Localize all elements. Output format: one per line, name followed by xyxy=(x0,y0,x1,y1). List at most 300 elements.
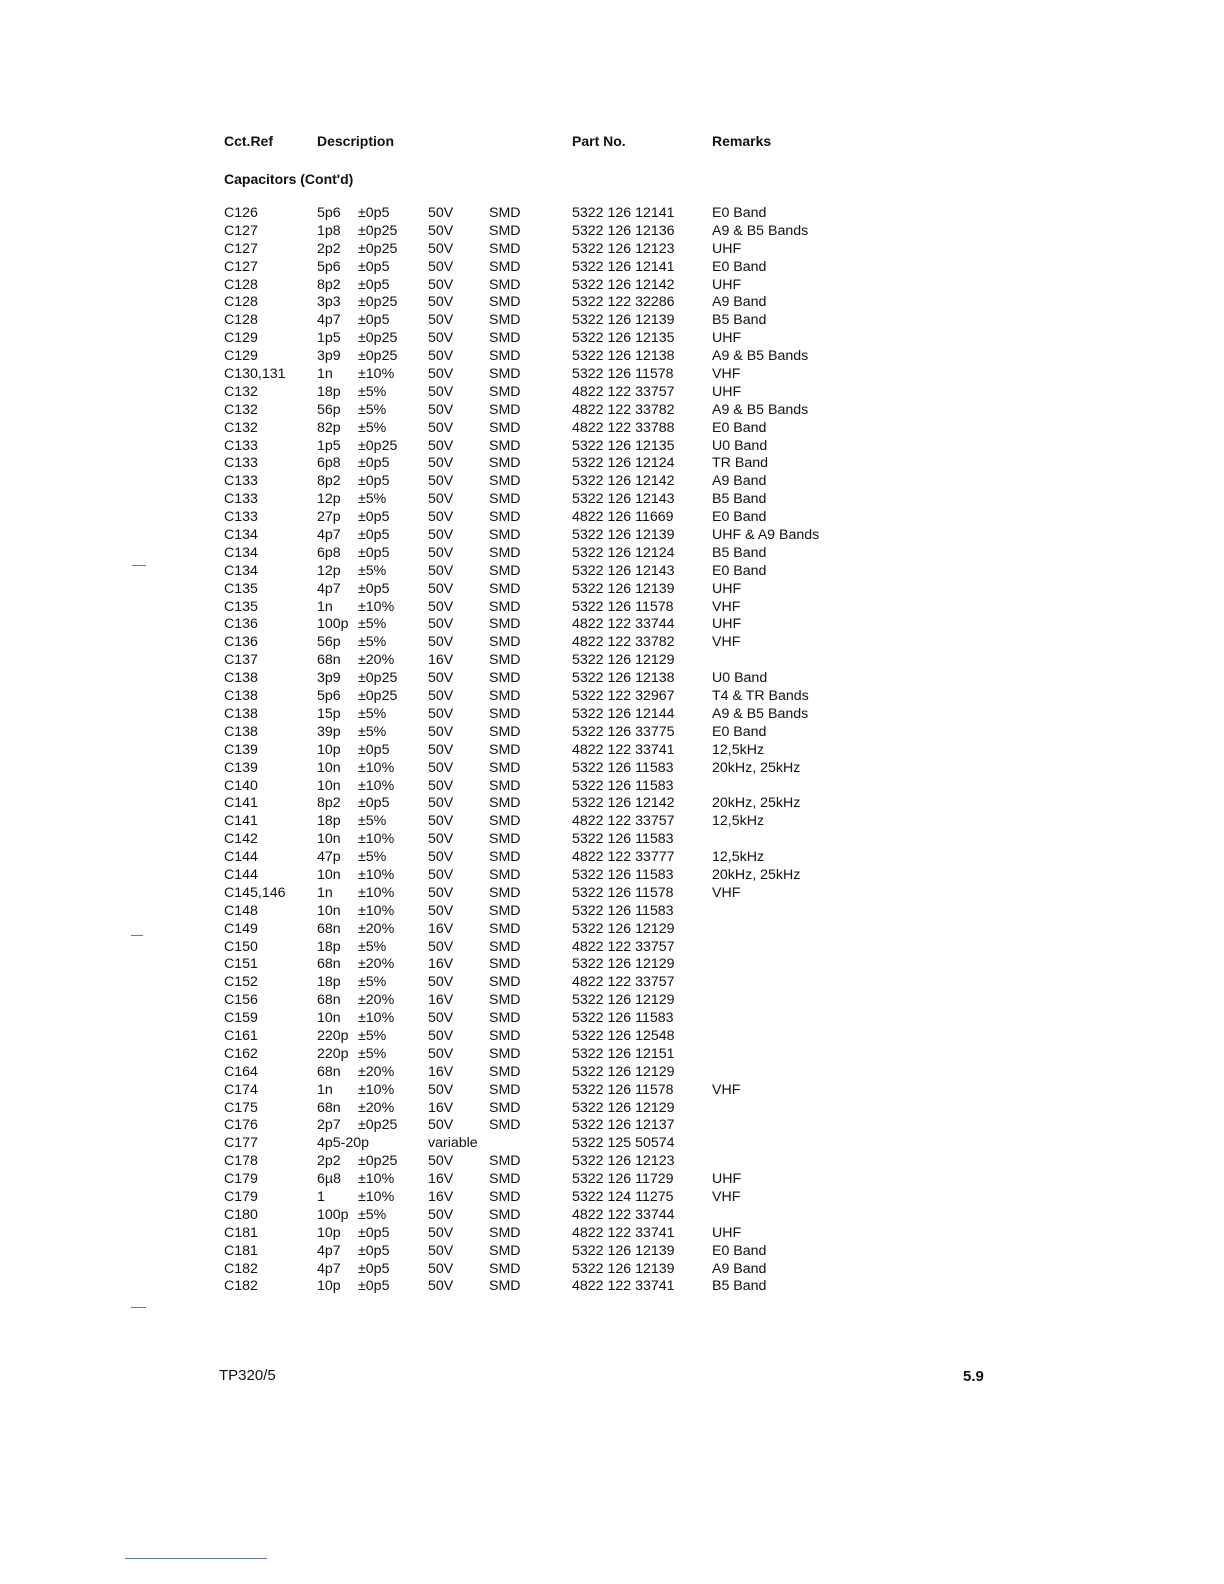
cell-voltage: 50V xyxy=(428,688,454,705)
cell-voltage: 50V xyxy=(428,312,454,329)
table-row xyxy=(0,616,1224,634)
cell-package: SMD xyxy=(489,1278,521,1295)
cell-voltage: 50V xyxy=(428,813,454,830)
cell-package: SMD xyxy=(489,455,521,472)
table-row xyxy=(0,1046,1224,1064)
table-row xyxy=(0,330,1224,348)
cell-voltage: 50V xyxy=(428,884,454,901)
table-row xyxy=(0,366,1224,384)
cell-voltage: 50V xyxy=(428,473,454,490)
cell-part-number: 5322 126 12548 xyxy=(572,1027,675,1044)
cell-part-number: 5322 126 12137 xyxy=(572,1117,675,1134)
cell-value: 18p xyxy=(317,974,341,991)
cell-package: SMD xyxy=(489,312,521,329)
cell-part-number: 5322 126 33775 xyxy=(572,723,675,740)
cell-value: 5p6 xyxy=(317,688,341,705)
cell-remarks: UHF xyxy=(712,1171,742,1188)
cell-voltage: 16V xyxy=(428,956,454,973)
table-row xyxy=(0,1135,1224,1153)
cell-tolerance: ±0p5 xyxy=(358,509,390,526)
table-row xyxy=(0,688,1224,706)
table-row xyxy=(0,509,1224,527)
table-row xyxy=(0,348,1224,366)
cell-package: SMD xyxy=(489,366,521,383)
cell-cct-ref: C156 xyxy=(224,992,258,1009)
table-row xyxy=(0,491,1224,509)
cell-package: SMD xyxy=(489,258,521,275)
cell-remarks: 20kHz, 25kHz xyxy=(712,866,801,883)
cell-voltage: 50V xyxy=(428,1027,454,1044)
table-row xyxy=(0,527,1224,545)
cell-cct-ref: C132 xyxy=(224,419,258,436)
cell-tolerance: ±10% xyxy=(358,598,395,615)
table-row xyxy=(0,259,1224,277)
cell-voltage: 16V xyxy=(428,652,454,669)
cell-part-number: 5322 126 11583 xyxy=(572,902,674,919)
cell-voltage: 50V xyxy=(428,330,454,347)
cell-value: 4p7 xyxy=(317,527,341,544)
cell-cct-ref: C152 xyxy=(224,974,258,991)
cell-value: 18p xyxy=(317,938,341,955)
cell-tolerance: ±20% xyxy=(358,1099,395,1116)
table-row xyxy=(0,742,1224,760)
cell-remarks: 20kHz, 25kHz xyxy=(712,759,801,776)
cell-value: 10n xyxy=(317,1010,341,1027)
cell-package: SMD xyxy=(489,741,521,758)
cell-value: 1p8 xyxy=(317,222,341,239)
cell-part-number: 5322 126 11578 xyxy=(572,1081,674,1098)
cell-tolerance: ±0p25 xyxy=(358,240,398,257)
cell-cct-ref: C148 xyxy=(224,902,258,919)
cell-package: SMD xyxy=(489,1063,521,1080)
cell-cct-ref: C138 xyxy=(224,688,258,705)
table-row xyxy=(0,724,1224,742)
cell-voltage: 16V xyxy=(428,920,454,937)
table-row xyxy=(0,1189,1224,1207)
cell-package: SMD xyxy=(489,670,521,687)
cell-value: 18p xyxy=(317,383,341,400)
cell-package: SMD xyxy=(489,813,521,830)
cell-voltage: 50V xyxy=(428,1278,454,1295)
cell-value: 68n xyxy=(317,652,341,669)
cell-package: SMD xyxy=(489,777,521,794)
cell-tolerance: ±5% xyxy=(358,383,387,400)
cell-value: 10p xyxy=(317,1224,341,1241)
cell-part-number: 5322 126 12124 xyxy=(572,544,675,561)
cell-cct-ref: C179 xyxy=(224,1171,258,1188)
cell-tolerance: ±5% xyxy=(358,813,387,830)
table-row xyxy=(0,563,1224,581)
cell-cct-ref: C137 xyxy=(224,652,258,669)
cell-remarks: UHF & A9 Bands xyxy=(712,527,820,544)
cell-voltage: 50V xyxy=(428,401,454,418)
header-part-no: Part No. xyxy=(572,133,626,149)
table-row xyxy=(0,1171,1224,1189)
cell-voltage: variable xyxy=(428,1135,478,1152)
cell-package: SMD xyxy=(489,849,521,866)
cell-voltage: 50V xyxy=(428,544,454,561)
table-row xyxy=(0,939,1224,957)
cell-cct-ref: C182 xyxy=(224,1260,258,1277)
cell-tolerance: ±20% xyxy=(358,920,395,937)
cell-part-number: 5322 126 12139 xyxy=(572,1242,675,1259)
cell-value: 56p xyxy=(317,401,341,418)
cell-cct-ref: C135 xyxy=(224,598,258,615)
cell-tolerance: ±0p25 xyxy=(358,670,398,687)
cell-remarks: 12,5kHz xyxy=(712,741,765,758)
table-row xyxy=(0,956,1224,974)
section-title: Capacitors (Cont'd) xyxy=(224,171,354,187)
cell-part-number: 5322 126 12123 xyxy=(572,1153,675,1170)
cell-part-number: 5322 126 12129 xyxy=(572,652,675,669)
cell-voltage: 50V xyxy=(428,759,454,776)
cell-voltage: 50V xyxy=(428,1117,454,1134)
cell-package: SMD xyxy=(489,884,521,901)
cell-part-number: 4822 122 33744 xyxy=(572,616,675,633)
cell-package: SMD xyxy=(489,759,521,776)
cell-tolerance: ±5% xyxy=(358,562,387,579)
cell-part-number: 5322 126 12135 xyxy=(572,330,675,347)
cell-package: SMD xyxy=(489,1260,521,1277)
cell-value: 56p xyxy=(317,634,341,651)
cell-tolerance: ±0p5 xyxy=(358,1278,390,1295)
table-row xyxy=(0,831,1224,849)
table-row xyxy=(0,760,1224,778)
cell-tolerance: ±5% xyxy=(358,938,387,955)
cell-remarks: VHF xyxy=(712,884,741,901)
table-row xyxy=(0,277,1224,295)
cell-part-number: 5322 126 11729 xyxy=(572,1171,674,1188)
cell-remarks: B5 Band xyxy=(712,544,767,561)
cell-cct-ref: C151 xyxy=(224,956,258,973)
cell-remarks: A9 Band xyxy=(712,1260,767,1277)
cell-voltage: 50V xyxy=(428,205,454,221)
cell-voltage: 50V xyxy=(428,383,454,400)
table-row xyxy=(0,223,1224,241)
cell-tolerance: ±5% xyxy=(358,1027,387,1044)
table-row xyxy=(0,795,1224,813)
cell-voltage: 50V xyxy=(428,562,454,579)
cell-value: 10n xyxy=(317,866,341,883)
cell-value: 10n xyxy=(317,902,341,919)
cell-voltage: 50V xyxy=(428,866,454,883)
cell-package: SMD xyxy=(489,616,521,633)
cell-tolerance: ±0p25 xyxy=(358,437,398,454)
cell-cct-ref: C133 xyxy=(224,491,258,508)
table-row xyxy=(0,849,1224,867)
cell-part-number: 5322 126 12138 xyxy=(572,670,675,687)
table-row xyxy=(0,670,1224,688)
cell-voltage: 50V xyxy=(428,974,454,991)
cell-package: SMD xyxy=(489,1081,521,1098)
cell-cct-ref: C164 xyxy=(224,1063,258,1080)
margin-mark xyxy=(131,935,143,936)
cell-part-number: 5322 126 12129 xyxy=(572,1099,675,1116)
cell-remarks: A9 & B5 Bands xyxy=(712,348,809,365)
cell-part-number: 5322 126 12129 xyxy=(572,1063,675,1080)
cell-part-number: 5322 125 50574 xyxy=(572,1135,675,1152)
cell-cct-ref: C133 xyxy=(224,473,258,490)
cell-part-number: 4822 122 33782 xyxy=(572,401,675,418)
cell-package: SMD xyxy=(489,527,521,544)
cell-tolerance: ±0p25 xyxy=(358,688,398,705)
cell-package: SMD xyxy=(489,831,521,848)
cell-value: 2p2 xyxy=(317,1153,341,1170)
cell-cct-ref: C144 xyxy=(224,849,258,866)
cell-value: 4p7 xyxy=(317,312,341,329)
cell-package: SMD xyxy=(489,1188,521,1205)
cell-cct-ref: C132 xyxy=(224,401,258,418)
cell-voltage: 50V xyxy=(428,1260,454,1277)
cell-package: SMD xyxy=(489,562,521,579)
cell-value: 47p xyxy=(317,849,341,866)
cell-part-number: 5322 126 12151 xyxy=(572,1045,675,1062)
cell-value: 4p7 xyxy=(317,580,341,597)
cell-tolerance: ±0p5 xyxy=(358,312,390,329)
cell-part-number: 5322 126 12139 xyxy=(572,527,675,544)
cell-tolerance: ±0p25 xyxy=(358,222,398,239)
cell-cct-ref: C138 xyxy=(224,670,258,687)
cell-part-number: 5322 126 12141 xyxy=(572,205,675,221)
cell-remarks: E0 Band xyxy=(712,205,767,221)
cell-remarks: 12,5kHz xyxy=(712,813,765,830)
cell-cct-ref: C126 xyxy=(224,205,258,221)
cell-remarks: VHF xyxy=(712,366,741,383)
cell-package: SMD xyxy=(489,1117,521,1134)
cell-value: 12p xyxy=(317,562,341,579)
cell-cct-ref: C140 xyxy=(224,777,258,794)
cell-voltage: 50V xyxy=(428,1206,454,1223)
cell-voltage: 50V xyxy=(428,419,454,436)
cell-cct-ref: C177 xyxy=(224,1135,258,1152)
cell-voltage: 16V xyxy=(428,1099,454,1116)
cell-value: 27p xyxy=(317,509,341,526)
cell-tolerance: ±10% xyxy=(358,1010,395,1027)
cell-voltage: 50V xyxy=(428,670,454,687)
cell-cct-ref: C139 xyxy=(224,759,258,776)
cell-part-number: 5322 126 11583 xyxy=(572,866,674,883)
cell-tolerance: ±10% xyxy=(358,831,395,848)
cell-tolerance: ±20% xyxy=(358,652,395,669)
cell-value: 68n xyxy=(317,1063,341,1080)
table-row xyxy=(0,384,1224,402)
cell-tolerance: ±10% xyxy=(358,866,395,883)
header-remarks: Remarks xyxy=(712,133,772,149)
cell-tolerance: ±20% xyxy=(358,956,395,973)
cell-cct-ref: C181 xyxy=(224,1224,258,1241)
cell-voltage: 50V xyxy=(428,741,454,758)
cell-tolerance: ±5% xyxy=(358,616,387,633)
cell-value: 82p xyxy=(317,419,341,436)
cell-remarks: A9 Band xyxy=(712,294,767,311)
cell-cct-ref: C141 xyxy=(224,813,258,830)
cell-cct-ref: C150 xyxy=(224,938,258,955)
table-row xyxy=(0,1117,1224,1135)
footer-doc-code: TP320/5 xyxy=(219,1367,276,1384)
cell-cct-ref: C182 xyxy=(224,1278,258,1295)
cell-part-number: 4822 126 11669 xyxy=(572,509,674,526)
cell-cct-ref: C141 xyxy=(224,795,258,812)
cell-tolerance: ±5% xyxy=(358,974,387,991)
header-description: Description xyxy=(317,133,395,149)
cell-cct-ref: C142 xyxy=(224,831,258,848)
cell-voltage: 50V xyxy=(428,723,454,740)
table-row xyxy=(0,1278,1224,1296)
cell-value: 5p6 xyxy=(317,258,341,275)
cell-tolerance: ±10% xyxy=(358,777,395,794)
table-row xyxy=(0,1153,1224,1171)
cell-voltage: 50V xyxy=(428,509,454,526)
cell-tolerance: ±0p5 xyxy=(358,544,390,561)
cell-tolerance: ±10% xyxy=(358,759,395,776)
cell-value: 1 xyxy=(317,1188,325,1205)
cell-voltage: 50V xyxy=(428,1045,454,1062)
cell-tolerance: ±0p5 xyxy=(358,258,390,275)
cell-package: SMD xyxy=(489,473,521,490)
cell-value: 3p9 xyxy=(317,670,341,687)
cell-voltage: 50V xyxy=(428,634,454,651)
cell-part-number: 5322 126 12138 xyxy=(572,348,675,365)
cell-tolerance: ±20% xyxy=(358,992,395,1009)
table-row xyxy=(0,473,1224,491)
cell-value: 68n xyxy=(317,992,341,1009)
table-row xyxy=(0,599,1224,617)
cell-remarks: A9 Band xyxy=(712,473,767,490)
cell-voltage: 50V xyxy=(428,366,454,383)
cell-remarks: E0 Band xyxy=(712,1242,767,1259)
cell-cct-ref: C133 xyxy=(224,455,258,472)
cell-remarks: 12,5kHz xyxy=(712,849,765,866)
cell-part-number: 5322 124 11275 xyxy=(572,1188,674,1205)
table-row xyxy=(0,903,1224,921)
cell-part-number: 5322 126 11583 xyxy=(572,1010,674,1027)
table-row xyxy=(0,438,1224,456)
cell-tolerance: ±10% xyxy=(358,902,395,919)
cell-package: SMD xyxy=(489,383,521,400)
table-row xyxy=(0,545,1224,563)
cell-value: 6µ8 xyxy=(317,1171,341,1188)
cell-part-number: 5322 126 12144 xyxy=(572,705,675,722)
cell-package: SMD xyxy=(489,348,521,365)
cell-cct-ref: C149 xyxy=(224,920,258,937)
cell-tolerance: ±5% xyxy=(358,849,387,866)
cell-package: SMD xyxy=(489,902,521,919)
cell-voltage: 50V xyxy=(428,455,454,472)
cell-value: 220p xyxy=(317,1045,349,1062)
cell-package: SMD xyxy=(489,330,521,347)
cell-part-number: 5322 126 12124 xyxy=(572,455,675,472)
cell-tolerance: ±5% xyxy=(358,634,387,651)
table-row xyxy=(0,992,1224,1010)
cell-cct-ref: C134 xyxy=(224,544,258,561)
cell-value: 220p xyxy=(317,1027,349,1044)
cell-cct-ref: C128 xyxy=(224,312,258,329)
cell-value: 10p xyxy=(317,1278,341,1295)
cell-cct-ref: C127 xyxy=(224,240,258,257)
cell-part-number: 5322 126 12139 xyxy=(572,580,675,597)
cell-cct-ref: C128 xyxy=(224,276,258,293)
cell-value: 1n xyxy=(317,366,333,383)
cell-value: 10n xyxy=(317,759,341,776)
cell-voltage: 50V xyxy=(428,240,454,257)
cell-package: SMD xyxy=(489,491,521,508)
cell-value: 100p xyxy=(317,1206,349,1223)
cell-cct-ref: C139 xyxy=(224,741,258,758)
cell-value: 1n xyxy=(317,884,333,901)
table-row xyxy=(0,1261,1224,1279)
cell-tolerance: ±0p5 xyxy=(358,580,390,597)
cell-remarks: B5 Band xyxy=(712,1278,767,1295)
cell-cct-ref: C176 xyxy=(224,1117,258,1134)
cell-package: SMD xyxy=(489,688,521,705)
cell-value: 8p2 xyxy=(317,276,341,293)
table-row xyxy=(0,420,1224,438)
cell-part-number: 5322 126 11578 xyxy=(572,884,674,901)
table-row xyxy=(0,867,1224,885)
table-row xyxy=(0,312,1224,330)
cell-package: SMD xyxy=(489,222,521,239)
cell-package: SMD xyxy=(489,1099,521,1116)
table-row xyxy=(0,706,1224,724)
cell-part-number: 5322 126 12136 xyxy=(572,222,675,239)
cell-value: 15p xyxy=(317,705,341,722)
scan-edge-line xyxy=(125,1558,267,1559)
cell-value: 10n xyxy=(317,831,341,848)
cell-cct-ref: C179 xyxy=(224,1188,258,1205)
cell-voltage: 50V xyxy=(428,1010,454,1027)
cell-package: SMD xyxy=(489,974,521,991)
cell-remarks: UHF xyxy=(712,330,742,347)
cell-package: SMD xyxy=(489,634,521,651)
cell-tolerance: ±0p5 xyxy=(358,473,390,490)
cell-package: SMD xyxy=(489,544,521,561)
cell-voltage: 50V xyxy=(428,276,454,293)
cell-tolerance: ±0p5 xyxy=(358,795,390,812)
cell-package: SMD xyxy=(489,652,521,669)
cell-value: 8p2 xyxy=(317,473,341,490)
cell-package: SMD xyxy=(489,419,521,436)
cell-part-number: 4822 122 33757 xyxy=(572,383,675,400)
cell-package: SMD xyxy=(489,401,521,418)
cell-package: SMD xyxy=(489,723,521,740)
cell-part-number: 5322 126 12143 xyxy=(572,491,675,508)
cell-part-number: 4822 122 33741 xyxy=(572,1278,675,1295)
cell-value: 4p7 xyxy=(317,1242,341,1259)
cell-package: SMD xyxy=(489,1206,521,1223)
cell-remarks: UHF xyxy=(712,276,742,293)
cell-cct-ref: C133 xyxy=(224,509,258,526)
cell-package: SMD xyxy=(489,1010,521,1027)
table-row xyxy=(0,652,1224,670)
table-row xyxy=(0,294,1224,312)
cell-part-number: 5322 126 12143 xyxy=(572,562,675,579)
table-row xyxy=(0,1028,1224,1046)
margin-mark xyxy=(132,565,146,566)
cell-voltage: 50V xyxy=(428,705,454,722)
cell-package: SMD xyxy=(489,705,521,722)
cell-package: SMD xyxy=(489,240,521,257)
cell-value: 39p xyxy=(317,723,341,740)
cell-cct-ref: C128 xyxy=(224,294,258,311)
cell-cct-ref: C162 xyxy=(224,1045,258,1062)
cell-voltage: 50V xyxy=(428,795,454,812)
cell-cct-ref: C136 xyxy=(224,616,258,633)
cell-voltage: 50V xyxy=(428,437,454,454)
cell-remarks: U0 Band xyxy=(712,437,768,454)
cell-value: 1n xyxy=(317,1081,333,1098)
cell-cct-ref: C174 xyxy=(224,1081,258,1098)
cell-part-number: 5322 126 12139 xyxy=(572,312,675,329)
